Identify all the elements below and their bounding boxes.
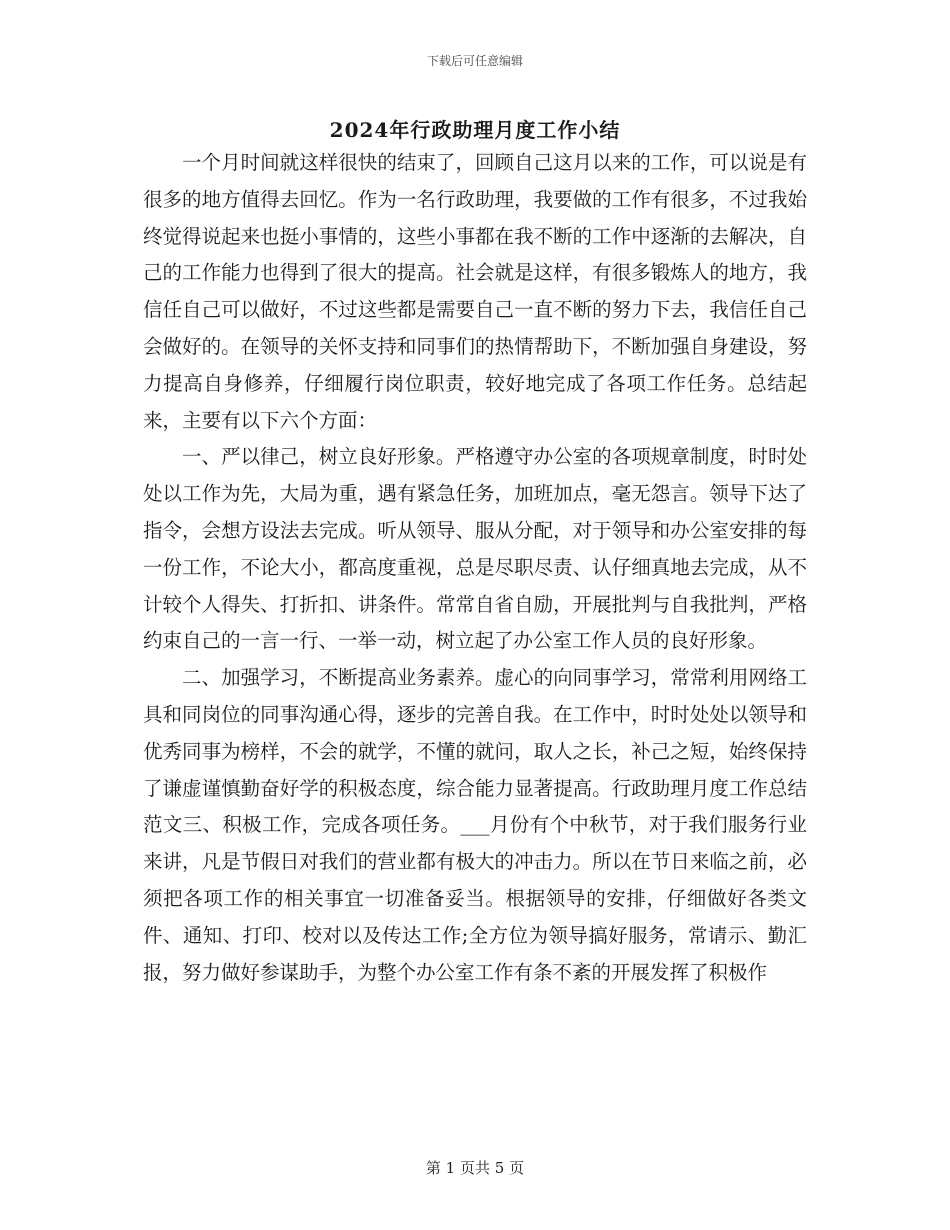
document-body	[143, 145, 807, 991]
page-header-note: 下载后可任意编辑	[426, 54, 523, 68]
document-title: 2024年行政助理月度工作小结	[329, 118, 621, 142]
page-footer-number: 第 1 页共 5 页	[425, 1159, 525, 1177]
paragraph-intro: 一个月时间就这样很快的结束了，回顾自己这月以来的工作，可以说是有很多的地方值得去回忆。作为一名行政助理，我要做的工作有很多，不过我始终觉得说起来也挺小事情的，这些小事都在我不断的工作中逐渐的去解决，自己的工作能力也得到了很大的提高。社会就是这样，有很多锻炼人的地方，我信任自己可以做好，不过这些都是需要自己一直不断的努力下去，我信任自己会做好的。在领导的关怀支持和同事们的热情帮助下，不断加强自身建设，努力提高自身修养，仔细履行岗位职责，较好地完成了各项工作任务。总结起来，主要有以下六个方面：	[143, 151, 807, 432]
paragraph-section-2: 二、加强学习，不断提高业务素养。虚心的向同事学习，常常利用网络工具和同岗位的同事沟通心得，逐步的完善自我。在工作中，时时处处以领导和优秀同事为榜样，不会的就学，不懂的就问，取人之长，补己之短，始终保持了谦虚谨慎勤奋好学的积极态度，综合能力显著提高。行政助理月度工作总结范文三、积极工作，完成各项任务。___月份有个中秋节，对于我们服务行业来讲，凡是节假日对我们的营业都有极大的冲击力。所以在节日来临之前，必须把各项工作的相关事宜一切准备妥当。根据领导的安排，仔细做好各类文件、通知、打印、校对以及传达工作;全方位为领导搞好服务，常请示、勤汇报，努力做好参谋助手，为整个办公室工作有条不紊的开展发挥了积极作	[143, 666, 807, 984]
paragraph-section-1: 一、严以律己，树立良好形象。严格遵守办公室的各项规章制度，时时处处以工作为先，大局为重，遇有紧急任务，加班加点，毫无怨言。领导下达了指令，会想方设法去完成。听从领导、服从分配，对于领导和办公室安排的每一份工作，不论大小，都高度重视，总是尽职尽责、认仔细真地去完成，从不计较个人得失、打折扣、讲条件。常常自省自励，开展批判与自我批判，严格约束自己的一言一行、一举一动，树立起了办公室工作人员的良好形象。	[143, 445, 807, 653]
